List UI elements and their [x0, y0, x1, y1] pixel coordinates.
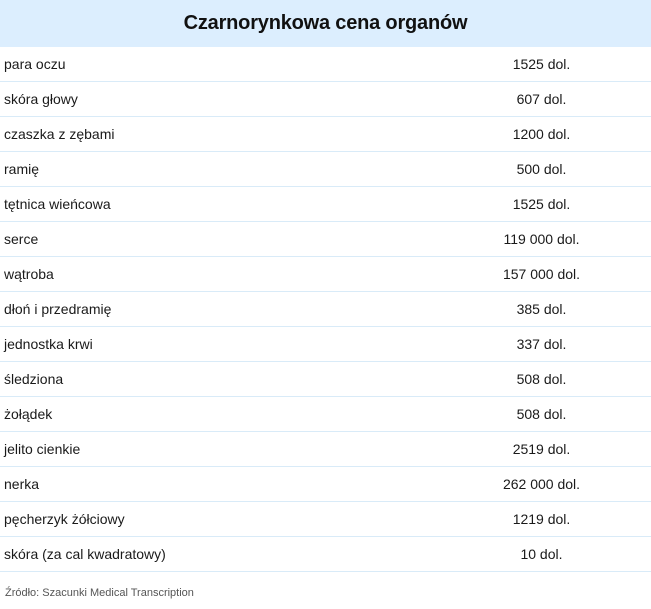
organ-name-cell: żołądek — [0, 397, 434, 432]
table-row — [0, 187, 651, 222]
table-row — [0, 222, 651, 257]
organ-price-cell: 157 000 dol. — [434, 257, 651, 292]
organ-name-cell: serce — [0, 222, 434, 257]
table-row — [0, 152, 651, 187]
organ-price-cell: 2519 dol. — [434, 432, 651, 467]
organ-name-cell: śledziona — [0, 362, 434, 397]
organ-name-cell: para oczu — [0, 47, 434, 82]
organ-name-cell: wątroba — [0, 257, 434, 292]
organ-name-cell: tętnica wieńcowa — [0, 187, 434, 222]
table-row — [0, 117, 651, 152]
organ-price-cell: 1525 dol. — [434, 47, 651, 82]
table-row — [0, 502, 651, 537]
organ-price-cell: 119 000 dol. — [434, 222, 651, 257]
organ-name-cell: skóra głowy — [0, 82, 434, 117]
organ-price-cell: 500 dol. — [434, 152, 651, 187]
organ-name-cell: skóra (za cal kwadratowy) — [0, 537, 434, 572]
organ-name-cell: nerka — [0, 467, 434, 502]
organ-name-cell: jelito cienkie — [0, 432, 434, 467]
organ-name-cell: dłoń i przedramię — [0, 292, 434, 327]
organ-name-cell: ramię — [0, 152, 434, 187]
organ-price-cell: 607 dol. — [434, 82, 651, 117]
table-row — [0, 467, 651, 502]
table-row — [0, 432, 651, 467]
organ-price-cell: 385 dol. — [434, 292, 651, 327]
organ-price-cell: 1200 dol. — [434, 117, 651, 152]
table-row — [0, 82, 651, 117]
table-row — [0, 327, 651, 362]
table-row — [0, 47, 651, 82]
table-row — [0, 257, 651, 292]
table-title: Czarnorynkowa cena organów — [183, 12, 468, 34]
organ-price-cell: 10 dol. — [434, 537, 651, 572]
organ-price-table — [0, 47, 651, 572]
organ-price-cell: 1525 dol. — [434, 187, 651, 222]
organ-name-cell: czaszka z zębami — [0, 117, 434, 152]
table-body — [0, 47, 651, 572]
table-row — [0, 362, 651, 397]
organ-price-cell: 508 dol. — [434, 362, 651, 397]
organ-name-cell: pęcherzyk żółciowy — [0, 502, 434, 537]
organ-price-cell: 508 dol. — [434, 397, 651, 432]
organ-name-cell: jednostka krwi — [0, 327, 434, 362]
source-note: Źródło: Szacunki Medical Transcription — [5, 587, 194, 599]
title-bar — [0, 0, 651, 47]
table-row — [0, 292, 651, 327]
organ-price-cell: 337 dol. — [434, 327, 651, 362]
table-row — [0, 537, 651, 572]
organ-price-cell: 262 000 dol. — [434, 467, 651, 502]
organ-price-cell: 1219 dol. — [434, 502, 651, 537]
table-row — [0, 397, 651, 432]
